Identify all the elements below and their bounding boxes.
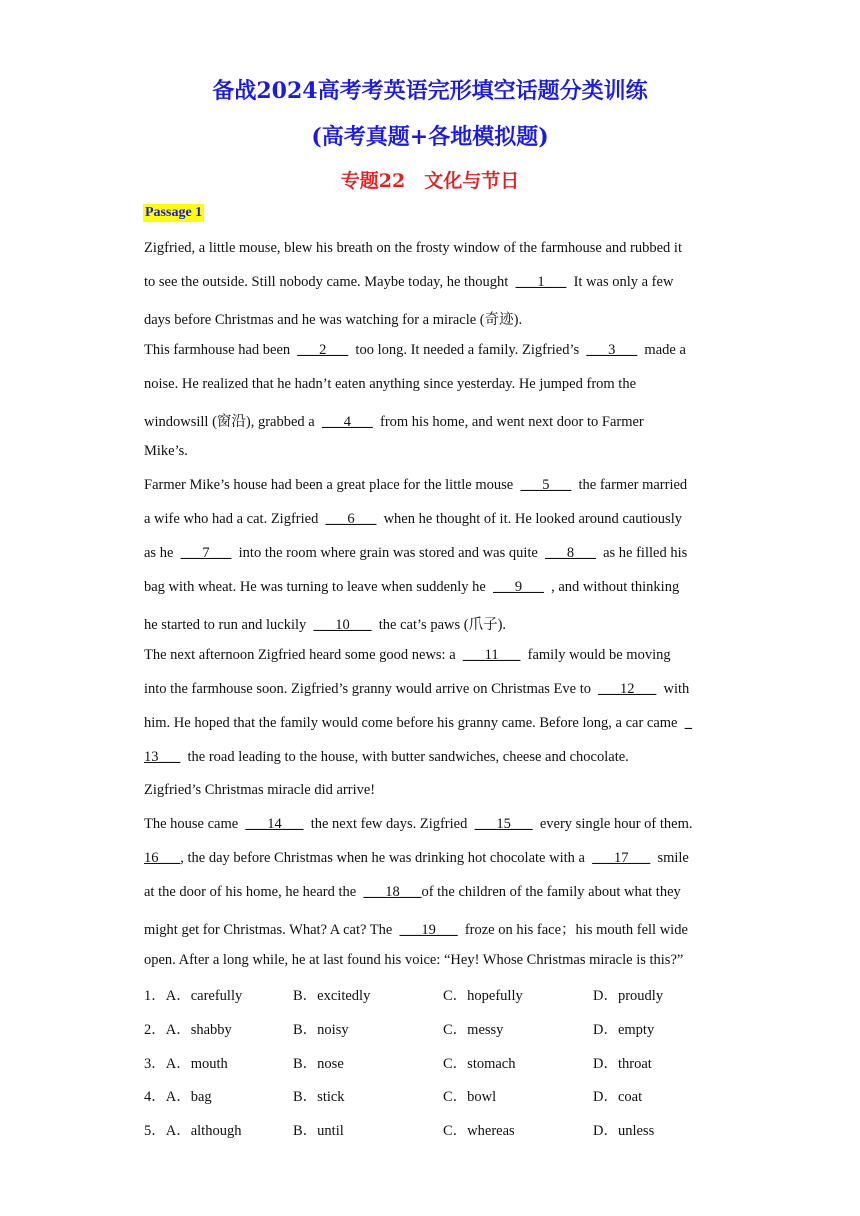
blank-slot: _	[684, 714, 692, 731]
passage-line	[144, 308, 522, 329]
blank-slot: ___1___	[515, 273, 567, 290]
passage-line	[144, 410, 644, 431]
option-choice: B．noisy	[293, 1021, 349, 1038]
blank-slot: ___4___	[322, 413, 373, 430]
passage-text: Zigfried’s Christmas miracle did arrive!	[144, 782, 376, 799]
blank-slot: ___7___	[180, 545, 232, 562]
passage-text: the road leading to the house, with butter sandwiches, cheese and chocolate.	[180, 748, 629, 765]
option-choice: D．proudly	[593, 988, 664, 1004]
option-choice: C．stomach	[443, 1055, 516, 1072]
passage-text: Farmer Mike’s house had been a great place for the little mouse	[144, 477, 521, 494]
passage-text: family would be moving	[520, 646, 671, 663]
passage-line	[144, 681, 689, 698]
blank-slot: ___11___	[462, 646, 521, 663]
passage-line	[144, 782, 375, 799]
option-choice: C．hopefully	[443, 988, 523, 1004]
passage-text: him. He hoped that the family would come before his granny came. Before long, a car came	[144, 714, 685, 731]
blank-slot: ___18___	[363, 884, 422, 901]
blank-slot: ___19___	[399, 922, 458, 938]
passage-text: a wife who had a cat. Zigfried	[144, 511, 326, 528]
passage-label: Passage 1	[145, 205, 203, 220]
passage-text: as he	[144, 545, 181, 562]
option-choice: B．until	[293, 1123, 344, 1140]
passage-text: , and without thinking	[543, 579, 680, 595]
blank-slot: ___14___	[245, 816, 304, 833]
passage-text: the next few days. Zigfried	[303, 816, 475, 833]
passage-text: froze on his face；his mouth fell wide	[457, 922, 688, 938]
passage-line	[144, 240, 682, 257]
option-choice: B．stick	[293, 1089, 345, 1106]
passage-text: This farmhouse had been	[144, 341, 298, 358]
blank-slot: ___12___	[598, 680, 657, 697]
passage-text: into the farmhouse soon. Zigfried’s granny would arrive on Christmas Eve to	[144, 680, 599, 697]
passage-text: every single hour of them.	[532, 816, 693, 833]
passage-text: with	[656, 680, 690, 697]
option-choice: 4．A．bag	[144, 1089, 212, 1106]
passage-line	[144, 647, 671, 664]
passage-line	[144, 816, 692, 833]
option-choice: B．excitedly	[293, 988, 371, 1004]
option-choice: 3．A．mouth	[144, 1055, 228, 1072]
passage-line	[144, 952, 683, 969]
passage-text: smile	[650, 850, 689, 867]
document-title: 备战2024高考考英语完形填空话题分类训练	[212, 78, 648, 104]
passage-text: windowsill (窗沿), grabbed a	[144, 413, 322, 430]
passage-text: might get for Christmas. What? A cat? The	[144, 922, 400, 938]
blank-slot: ___10___	[313, 616, 372, 633]
blank-slot: ___5___	[520, 477, 572, 494]
option-choice: D．throat	[593, 1055, 652, 1072]
option-choice: 2．A．shabby	[144, 1021, 232, 1038]
option-choice: C．whereas	[443, 1123, 515, 1140]
passage-text: too long. It needed a family. Zigfried’s	[348, 341, 587, 358]
passage-line	[144, 715, 692, 732]
passage-line	[144, 342, 686, 359]
passage-text: noise. He realized that he hadn’t eaten anything since yesterday. He jumped from the	[144, 375, 637, 392]
option-choice: D．empty	[593, 1021, 655, 1038]
passage-line	[144, 511, 682, 528]
option-choice: 5．A．although	[144, 1123, 242, 1140]
passage-line	[144, 850, 689, 867]
passage-line	[144, 443, 188, 460]
passage-line	[144, 579, 679, 596]
passage-text: of the children of the family about what they	[421, 884, 681, 901]
passage-line	[144, 274, 673, 291]
blank-slot: ___6___	[325, 511, 377, 528]
passage-line	[144, 918, 688, 939]
passage-line	[144, 613, 506, 634]
blank-slot: ___15___	[474, 816, 533, 833]
option-choice: C．bowl	[443, 1089, 497, 1106]
passage-text: at the door of his home, he heard the	[144, 884, 364, 901]
blank-slot: ___9___	[493, 579, 544, 595]
blank-slot: ___2___	[297, 341, 349, 358]
option-choice: B．nose	[293, 1055, 344, 1072]
passage-text: days before Christmas and he was watching for a miracle (奇迹).	[144, 311, 523, 328]
passage-text: he started to run and luckily	[144, 616, 314, 633]
passage-line	[144, 376, 636, 393]
passage-text: the cat’s paws (爪子).	[371, 616, 507, 633]
blank-slot: ___17___	[592, 850, 651, 867]
passage-text: when he thought of it. He looked around cautiously	[376, 511, 682, 528]
option-choice: D．coat	[593, 1089, 643, 1106]
document-subtitle: (高考真题+各地模拟题)	[311, 124, 549, 150]
passage-text: the farmer married	[571, 477, 688, 494]
passage-text: from his home, and went next door to Farmer	[372, 413, 644, 430]
passage-text: The next afternoon Zigfried heard some good news: a	[144, 646, 463, 663]
passage-text: Mike’s.	[144, 443, 188, 460]
passage-text: as he filled his	[595, 545, 688, 562]
passage-text: Zigfried, a little mouse, blew his breath on the frosty window of the farmhouse and rubbed it	[144, 240, 682, 256]
passage-text: It was only a few	[566, 273, 674, 290]
blank-slot: 13___	[144, 748, 181, 765]
blank-slot: 16___	[144, 850, 181, 867]
option-choice: D．unless	[593, 1123, 655, 1140]
passage-text: bag with wheat. He was turning to leave when suddenly he	[144, 579, 494, 595]
blank-slot: ___3___	[586, 341, 638, 358]
option-choice: C．messy	[443, 1021, 504, 1038]
passage-line	[144, 477, 687, 494]
passage-text: made a	[637, 341, 686, 358]
passage-line	[144, 749, 629, 766]
passage-line	[144, 545, 687, 562]
topic-heading: 专题22 文化与节日	[340, 170, 520, 192]
passage-line	[144, 884, 681, 901]
blank-slot: ___8___	[545, 545, 596, 562]
passage-text: to see the outside. Still nobody came. Maybe today, he thought	[144, 273, 516, 290]
passage-text: The house came	[144, 816, 246, 833]
passage-text: into the room where grain was stored and was quite	[231, 545, 546, 562]
passage-text: , the day before Christmas when he was drinking hot chocolate with a	[180, 850, 593, 867]
passage-text: open. After a long while, he at last found his voice: “Hey! Whose Christmas miracle is this?”	[144, 951, 684, 968]
option-choice: 1．A．carefully	[144, 988, 243, 1004]
